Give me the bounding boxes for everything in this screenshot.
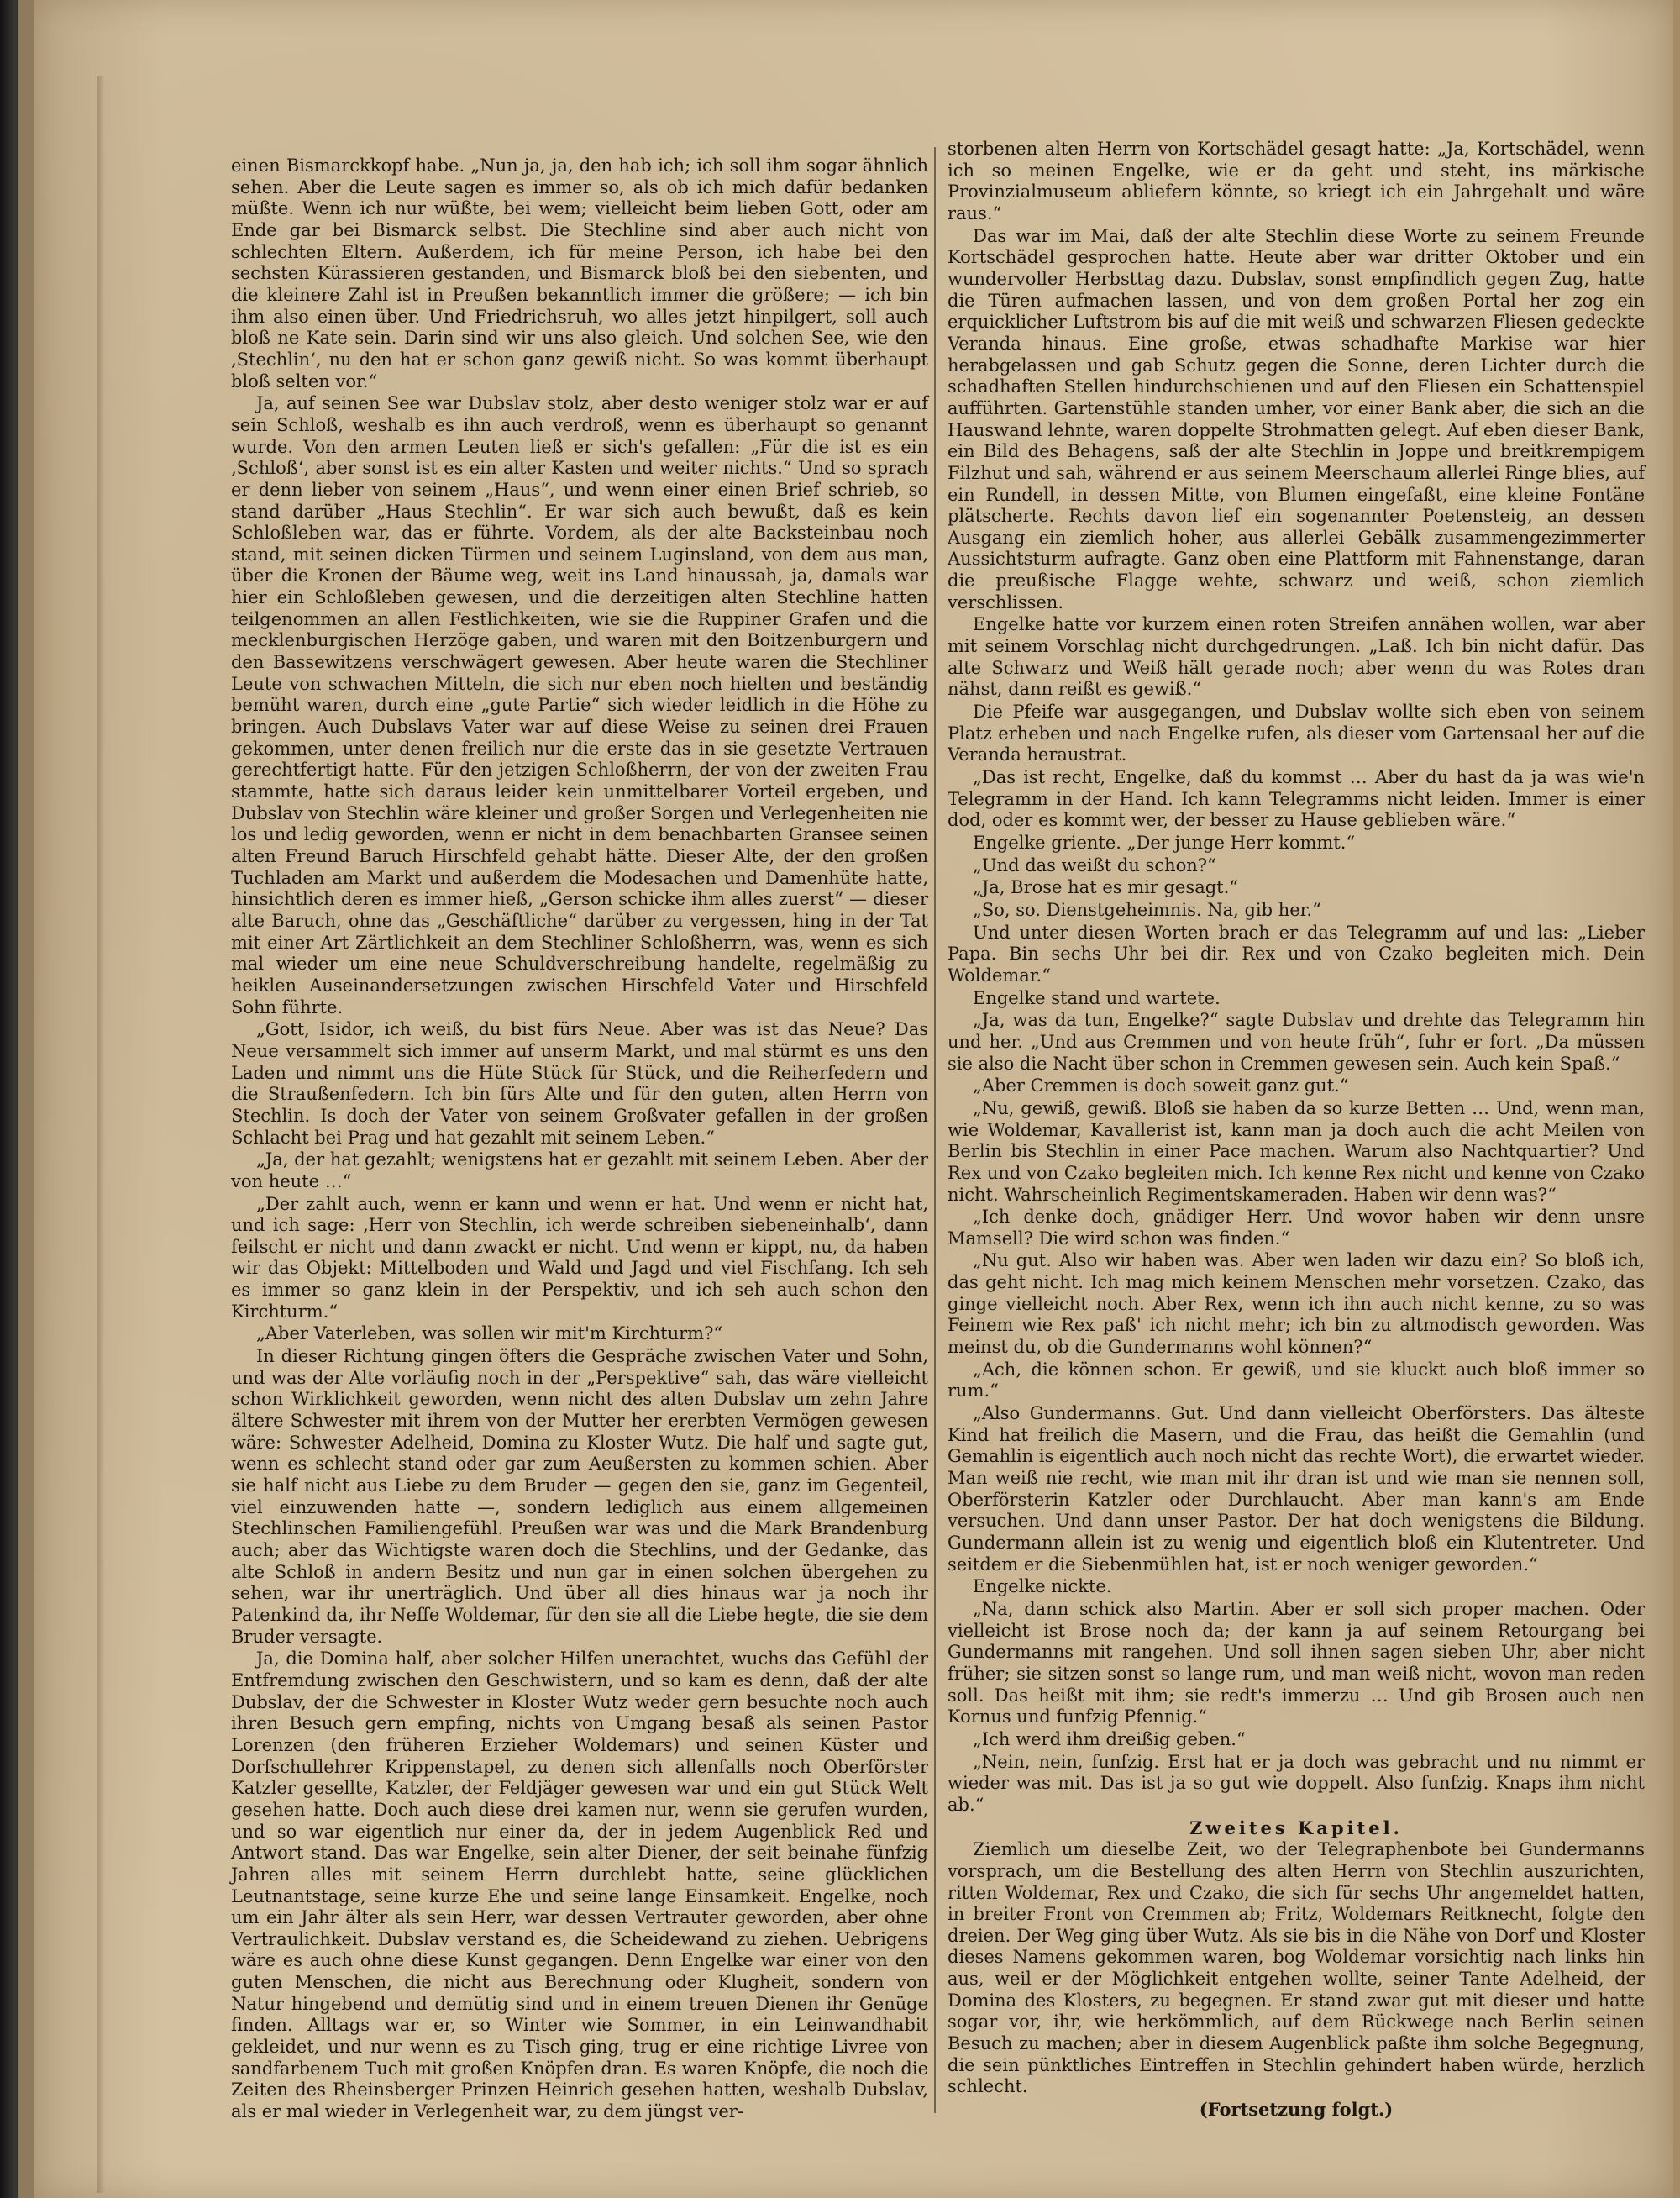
continuation-note: (Fortsetzung folgt.)	[1199, 2099, 1394, 2121]
paragraph: einen Bismarckkopf habe. „Nun ja, ja, den hab ich; ich soll ihm sogar ähnlich sehen. Aber die Leute sagen es immer so, als ob ich mich dafür bedanken müßte. Wenn ich nur wüßte, bei wem; vielleicht beim lieben Gott, oder am Ende gar bei Bismarck selbst. Die Stechline sind aber auch nicht von schlechten Eltern. Außerdem, ich für meine Person, ich habe bei den sechsten Kürassieren gestanden, und Bismarck bloß bei den siebenten, und die kleinere Zahl ist in Preußen bekanntlich immer die größere; — ich bin ihm also einen über. Und Friedrichsruh, wo alles jetzt hinpilgert, soll auch bloß ne Kate sein. Darin sind wir uns also gleich. Und solchen See, wie den ‚Stechlin‘, nu den hat er schon ganz gewiß nicht. So was kommt überhaupt bloß selten vor.“	[231, 155, 928, 392]
paragraph: In dieser Richtung gingen öfters die Gespräche zwischen Vater und Sohn, und was der Alte vorläufig noch in der „Perspektive“ sah, das wäre vielleicht schon Wirklichkeit geworden, wenn nicht des alten Dubslav um zehn Jahre ältere Schwester mit ihrem von der Mutter her ererbten Vermögen gewesen wäre: Schwester Adelheid, Domina zu Kloster Wutz. Die half und sagte gut, wenn es schlecht stand oder gar zum Aeußersten zu kommen schien. Aber sie half nicht aus Liebe zu dem Bruder — gegen den sie, ganz im Gegenteil, viel einzuwenden hatte —, sondern lediglich aus einem allgemeinen Stechlinschen Familiengefühl. Preußen war was und die Mark Brandenburg auch; aber das Wichtigste waren doch die Stechlins, und der Gedanke, das alte Schloß in andern Besitz und nun gar in einen solchen übergehen zu sehen, war ihr unerträglich. Und über all dies hinaus war ja noch ihr Patenkind da, ihr Neffe Woldemar, für den sie all die Liebe hegte, die sie dem Bruder versagte.	[231, 1346, 928, 1647]
paragraph: storbenen alten Herrn von Kortschädel gesagt hatte: „Ja, Kortschädel, wenn ich so meinen Engelke, wie er da geht und steht, ins märkische Provinzialmuseum abliefern könnte, so kriegt ich ein Jahrgehalt und wäre raus.“	[948, 139, 1645, 223]
paragraph: Engelke hatte vor kurzem einen roten Streifen annähen wollen, war aber mit seinem Vorschlag nicht durchgedrungen. „Laß. Ich bin nicht dafür. Das alte Schwarz und Weiß hält gerade noch; aber wenn du was Rotes dran nähst, dann reißt es gewiß.“	[948, 614, 1645, 700]
paragraph: Ja, auf seinen See war Dubslav stolz, aber desto weniger stolz war er auf sein Schloß, weshalb es ihn auch verdroß, wenn es überhaupt so genannt wurde. Von den armen Leuten ließ er sich's gefallen: „Für die ist es ein ‚Schloß‘, aber sonst ist es ein alter Kasten und weiter nichts.“ Und so sprach er denn lieber von seinem „Haus“, und wenn einer einen Brief schrieb, so stand darüber „Haus Stechlin“. Er war sich auch bewußt, daß es kein Schloßleben war, das er führte. Vordem, als der alte Backsteinbau noch stand, mit seinen dicken Türmen und seinem Luginsland, von dem aus man, über die Kronen der Bäume weg, weit ins Land hinaussah, ja, damals war hier ein Schloßleben gewesen, und die derzeitigen alten Stechline hatten teilgenommen an allen Festlichkeiten, wie sie die Ruppiner Grafen und die mecklenburgischen Herzöge gaben, und waren mit den Boitzenburgern und den Bassewitzens verschwägert gewesen. Aber heute waren die Stechliner Leute von schwachen Mitteln, die sich nur eben noch hielten und beständig bemüht waren, durch eine „gute Partie“ sich wieder leidlich in die Höhe zu bringen. Auch Dubslavs Vater war auf diese Weise zu seinen drei Frauen gekommen, unter denen freilich nur die erste das in sie gesetzte Vertrauen gerechtfertigt hatte. Für den jetzigen Schloßherrn, der von der zweiten Frau stammte, hatte sich daraus leider kein unmittelbarer Vorteil ergeben, und Dubslav von Stechlin wäre kleiner und großer Sorgen und Verlegenheiten nie los und ledig geworden, wenn er nicht in dem benachbarten Gransee seinen alten Freund Baruch Hirschfeld gehabt hätte. Dieser Alte, der den großen Tuchladen am Markt und außerdem die Modesachen und Damenhüte hatte, hinsichtlich deren es immer hieß, „Gerson schicke ihm alles zuerst“ — dieser alte Baruch, ohne das „Geschäftliche“ darüber zu vergessen, hing in der Tat mit einer Art Zärtlichkeit an dem Stechliner Schloßherrn, was, wenn es sich mal wieder um eine neue Schuldverschreibung handelte, regelmäßig zu heiklen Auseinandersetzungen zwischen Hirschfeld Vater und Hirschfeld Sohn führte.	[231, 393, 928, 1017]
paragraph: Und unter diesen Worten brach er das Telegramm auf und las: „Lieber Papa. Bin sechs Uhr bei dir. Rex und von Czako begleiten mich. Dein Woldemar.“	[948, 922, 1645, 986]
paragraph: „Ja, der hat gezahlt; wenigstens hat er gezahlt mit seinem Leben. Aber der von heute …“	[231, 1149, 928, 1191]
paragraph: Engelke nickte.	[973, 1576, 1112, 1597]
chapter-heading: Zweites Kapitel.	[1189, 1817, 1403, 1838]
paragraph: „Ja, was da tun, Engelke?“ sagte Dubslav und drehte das Telegramm hin und her. „Und aus Cremmen und von heute früh“, fuhr er fort. „Da müssen sie also die Nacht über schon in Cremmen gewesen sein. Auch kein Spaß.“	[948, 1010, 1645, 1074]
paragraph: „Also Gundermanns. Gut. Und dann vielleicht Oberförsters. Das älteste Kind hat freilich die Masern, und die Frau, das heißt die Gemahlin (und Gemahlin is eigentlich auch noch nicht das rechte Wort), die erwartet wieder. Man weiß nie recht, wie man mit ihr dran ist und wie man sie nennen soll, Oberförsterin Katzler oder Durchlaucht. Aber man kann's am Ende versuchen. Und dann unser Pastor. Der hat doch wenigstens die Bildung. Gundermann allein ist zu wenig und eigentlich bloß ein Klutentreter. Und seitdem er die Siebenmühlen hat, ist er noch weniger geworden.“	[948, 1403, 1645, 1575]
paragraph: „Aber Vaterleben, was sollen wir mit'm Kirchturm?“	[256, 1323, 723, 1344]
paragraph: „Na, dann schick also Martin. Aber er soll sich proper machen. Oder vielleicht ist Brose noch da; der kann ja auf seinem Retourgang bei Gundermanns mit rangehen. Und soll ihnen sagen sieben Uhr, aber nicht früher; sie sitzen sonst so lange rum, und man weiß nicht, wovon man reden soll. Das heißt mit ihm; sie redt's immerzu … Und gib Brosen auch nen Kornus und funfzig Pfennig.“	[948, 1598, 1645, 1727]
paragraph: „Nu, gewiß, gewiß. Bloß sie haben da so kurze Betten … Und, wenn man, wie Woldemar, Kavallerist ist, kann man ja doch auch die acht Meilen von Berlin bis Stechlin in einer Pace machen. Warum also Nachtquartier? Und Rex und von Czako begleiten mich. Ich kenne Rex nicht und kenne von Czako nicht. Wahrscheinlich Regimentskameraden. Haben wir denn was?“	[948, 1097, 1645, 1205]
paragraph: „So, so. Dienstgeheimnis. Na, gib her.“	[973, 899, 1321, 920]
paragraph: „Der zahlt auch, wenn er kann und wenn er hat. Und wenn er nicht hat, und ich sage: ‚Herr von Stechlin, ich werde schreiben siebeneinhalb‘, dann feilscht er nicht und dann zwackt er nicht. Und wenn er kippt, nu, da haben wir das Objekt: Mittelboden und Wald und Jagd und viel Fischfang. Ich seh es immer so ganz klein in der Perspektiv, und ich seh auch schon den Kirchturm.“	[231, 1193, 928, 1322]
gutter-shadow	[97, 76, 105, 2193]
paragraph: Die Pfeife war ausgegangen, und Dubslav wollte sich eben von seinem Platz erheben und nach Engelke rufen, als dieser vom Gartensaal her auf die Veranda heraustrat.	[948, 702, 1645, 765]
paragraph: Engelke stand und wartete.	[973, 987, 1221, 1008]
paragraph: „Ich werd ihm dreißig geben.“	[973, 1728, 1246, 1749]
paragraph: „Nein, nein, funfzig. Erst hat er ja doch was gebracht und nu nimmt er wieder was mit. Das ist ja so gut wie doppelt. Also funfzig. Knaps ihm nicht ab.“	[948, 1751, 1645, 1815]
paragraph: „Ja, Brose hat es mir gesagt.“	[973, 877, 1239, 898]
paragraph: Ziemlich um dieselbe Zeit, wo der Telegraphenbote bei Gundermanns vorsprach, um die Bestellung des alten Herrn von Stechlin auszurichten, ritten Woldemar, Rex und Czako, die sich für sechs Uhr angemeldet hatten, in breiter Front von Cremmen ab; Fritz, Woldemars Reitknecht, folgte den dreien. Der Weg ging über Wutz. Als sie bis in die Nähe von Dorf und Kloster dieses Namens gekommen waren, bog Woldemar vorsichtig nach links hin aus, weil er der Möglichkeit entgehen wollte, seiner Tante Adelheid, der Domina des Klosters, zu begegnen. Er stand zwar gut mit dieser und hatte sogar vor, ihr, wie herkömmlich, auf dem Rückwege nach Berlin seinen Besuch zu machen; aber in diesem Augenblick paßte ihm solche Begegnung, die sein pünktliches Eintreffen in Stechlin gehindert haben würde, herzlich schlecht.	[948, 1839, 1645, 2097]
paragraph: „Nu gut. Also wir haben was. Aber wen laden wir dazu ein? So bloß ich, das geht nicht. Ich mag mich keinem Menschen mehr vorsetzen. Czako, das ginge vielleicht noch. Aber Rex, wenn ich ihn auch nicht kenne, zu so was Feinem wie Rex paß' ich nicht mehr; ich bin zu altmodisch geworden. Was meinst du, ob die Gundermanns wohl können?“	[948, 1250, 1645, 1358]
column-divider	[934, 147, 936, 2113]
right-column	[948, 139, 1645, 2122]
paragraph: Das war im Mai, daß der alte Stechlin diese Worte zu seinem Freunde Kortschädel gesprochen hatte. Heute aber war dritter Oktober und ein wundervoller Herbsttag dazu. Dubslav, sonst empfindlich gegen Zug, hatte die Türen aufmachen lassen, und von dem großen Portal her zog ein erquicklicher Luftstrom bis auf die mit weiß und schwarzen Fliesen gedeckte Veranda hinaus. Eine große, etwas schadhafte Markise war hier herabgelassen und gab Schutz gegen die Sonne, deren Lichter durch die schadhaften Stellen hindurchschienen und auf den Fliesen ein Schattenspiel aufführten. Gartenstühle standen umher, vor einer Bank aber, die sich an die Hauswand lehnte, waren doppelte Strohmatten gelegt. Auf eben dieser Bank, ein Bild des Behagens, saß der alte Stechlin in Joppe und breitkrempigem Filzhut und sah, während er aus seinem Meerschaum allerlei Ringe blies, auf ein Rundell, in dessen Mitte, von Blumen eingefaßt, eine kleine Fontäne plätscherte. Rechts davon lief ein sogenannter Poetensteig, an dessen Ausgang ein ziemlich hoher, aus allerlei Gebälk zusammengezimmerter Aussichtsturm aufragte. Ganz oben eine Plattform mit Fahnenstange, daran die preußische Flagge wehte, schwarz und weiß, schon ziemlich verschlissen.	[948, 225, 1645, 613]
paragraph: „Aber Cremmen is doch soweit ganz gut.“	[973, 1075, 1349, 1096]
paragraph: „Gott, Isidor, ich weiß, du bist fürs Neue. Aber was ist das Neue? Das Neue versammelt sich immer auf unserm Markt, und mal stürmt es uns den Laden und nimmt uns die Hüte Stück für Stück, und die Reiherfedern und die Straußenfedern. Ich bin fürs Alte und für den guten, alten Herrn von Stechlin. Is doch der Vater von seinem Großvater gefallen in der großen Schlacht bei Prag und hat gezahlt mit seinem Leben.“	[231, 1019, 928, 1148]
paragraph: „Und das weißt du schon?“	[973, 854, 1216, 876]
paragraph: Ja, die Domina half, aber solcher Hilfen unerachtet, wuchs das Gefühl der Entfremdung zwischen den Geschwistern, und so kam es denn, daß der alte Dubslav, der die Schwester in Kloster Wutz weder gern besuchte noch auch ihren Besuch gern empfing, nichts von Umgang besaß als seinen Pastor Lorenzen (den früheren Erzieher Woldemars) und seinen Küster und Dorfschullehrer Krippenstapel, zu denen sich allenfalls noch Oberförster Katzler gesellte, Katzler, der Feldjäger gewesen war und ein gut Stück Welt gesehen hatte. Doch auch diese drei kamen nur, wenn sie gerufen wurden, und so war eigentlich nur einer da, der in jedem Augenblick Red und Antwort stand. Das war Engelke, sein alter Diener, der seit beinahe fünfzig Jahren alles mit seinem Herrn durchlebt hatte, seine glücklichen Leutnantstage, seine kurze Ehe und seine lange Einsamkeit. Engelke, noch um ein Jahr älter als sein Herr, war dessen Vertrauter geworden, aber ohne Vertraulichkeit. Dubslav verstand es, die Scheidewand zu ziehen. Uebrigens wäre es auch ohne diese Kunst gegangen. Denn Engelke war einer von den guten Menschen, die nicht aus Berechnung oder Klugheit, sondern von Natur hingebend und demütig sind und in einem treuen Dienen ihr Genüge finden. Alltags war er, so Winter wie Sommer, in ein Leinwandhabit gekleidet, und nur wenn es zu Tisch ging, trug er eine richtige Livree von sandfarbenem Tuch mit großen Knöpfen dran. Es waren Knöpfe, die noch die Zeiten des Rheinsberger Prinzen Heinrich gesehen hatten, weshalb Dubslav, als er mal wieder in Verlegenheit war, zu dem jüngst ver-	[231, 1648, 928, 2122]
left-column	[231, 155, 928, 2124]
paragraph: „Das ist recht, Engelke, daß du kommst … Aber du hast da ja was wie'n Telegramm in der Hand. Ich kann Telegramms nicht leiden. Immer is einer dod, oder es kommt wer, der besser zu Hause geblieben wäre.“	[948, 767, 1645, 831]
paragraph: „Ich denke doch, gnädiger Herr. Und wovor haben wir denn unsre Mamsell? Die wird schon was finden.“	[948, 1207, 1645, 1249]
paragraph: Engelke griente. „Der junge Herr kommt.“	[973, 833, 1356, 853]
paragraph: „Ach, die können schon. Er gewiß, und sie kluckt auch bloß immer so rum.“	[948, 1359, 1645, 1401]
